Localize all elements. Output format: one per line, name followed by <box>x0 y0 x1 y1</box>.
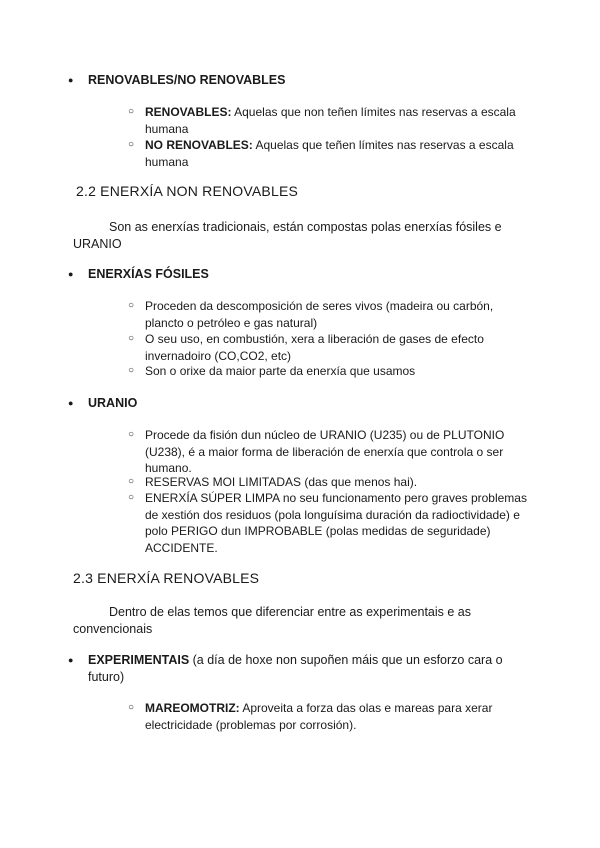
intro-2-3: Dentro de elas temos que diferenciar entre as experimentais e as convencionais <box>73 605 471 636</box>
item-uranio-1: ○ Procede da fisión dun núcleo de URANIO (U235) ou de PLUTONIO (U238), é a maior forma de liberación de enerxía que controla o ser humano. <box>145 427 535 477</box>
bullet-uranio: ● URANIO <box>88 395 137 411</box>
heading-2-2: 2.2 ENERXÍA NON RENOVABLES <box>76 183 299 199</box>
item-fosiles-3: ○ Son o orixe da maior parte da enerxía que usamos <box>145 363 535 380</box>
item-fosiles-1: ○ Proceden da descomposición de seres vivos (madeira ou carbón, plancto o petróleo e gas natural) <box>145 298 535 331</box>
item-uranio-3: ○ ENERXÍA SÚPER LIMPA no seu funcionamento pero graves problemas de xestión dos residuos (pola longuísima duración da radioctividade) e polo PERIGO dun IMPROBABLE (polas medidas de seguridade) ACCIDENTE. <box>145 490 535 556</box>
intro-2-2: Son as enerxías tradicionais, están compostas polas enerxías fósiles e URANIO <box>73 220 502 251</box>
item-fosiles-2: ○ O seu uso, en combustión, xera a liberación de gases de efecto invernadoiro (CO,CO2, etc) <box>145 331 535 364</box>
item-no-renovables: ○ NO RENOVABLES: Aquelas que teñen límites nas reservas a escala humana <box>145 137 535 170</box>
bullet-enerxias-fosiles: ● ENERXÍAS FÓSILES <box>88 266 209 282</box>
bullet-experimentais: ● EXPERIMENTAIS (a día de hoxe non supoñen máis que un esforzo cara o futuro) <box>88 652 528 686</box>
item-uranio-2: ○ RESERVAS MOI LIMITADAS (das que menos hai). <box>145 474 535 491</box>
item-renovables: ○ RENOVABLES: Aquelas que non teñen límites nas reservas a escala humana <box>145 104 535 137</box>
item-mareomotriz: ○ MAREOMOTRIZ: Aproveita a forza das olas e mareas para xerar electricidade (problemas por corrosión). <box>145 700 535 733</box>
heading-2-3: 2.3 ENERXÍA RENOVABLES <box>73 570 260 586</box>
bullet-renovables-no-renovables: ● RENOVABLES/NO RENOVABLES <box>88 72 285 88</box>
